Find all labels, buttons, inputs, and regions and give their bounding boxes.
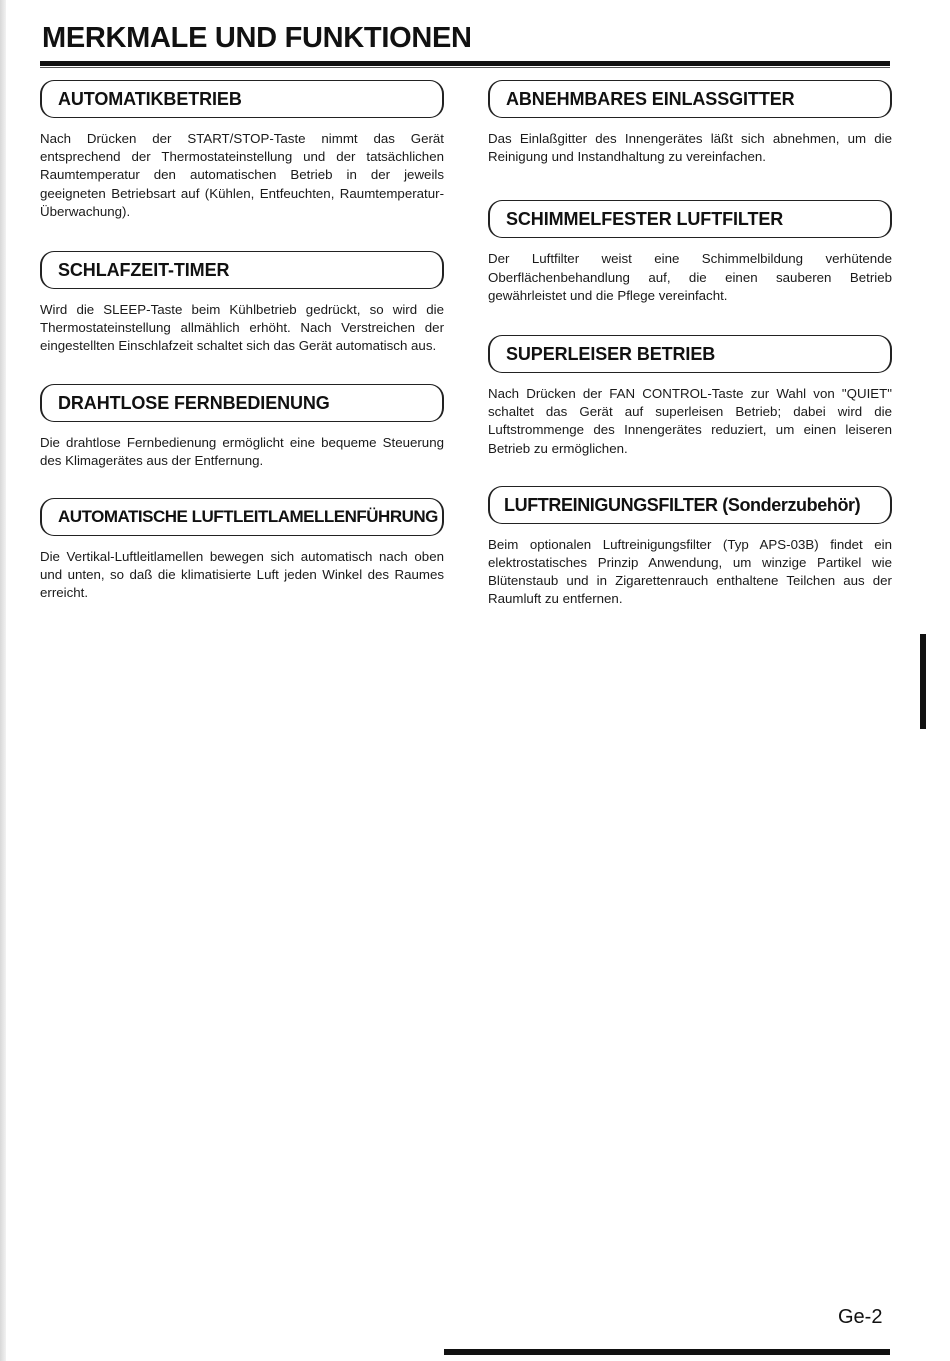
section-heading: LUFTREINIGUNGSFILTER (Sonderzubehör) xyxy=(504,494,861,515)
section-heading-box xyxy=(40,384,444,422)
section-automatikbetrieb xyxy=(40,80,444,221)
section-heading-box xyxy=(488,335,892,373)
section-schlafzeit-timer xyxy=(40,251,444,356)
section-body: Beim optionalen Luftreinigungsfilter (Typ APS-03B) findet ein elektrostatisches Prinzip Anwendung, um winzige Partikel wie Blütenstaub und in Zigarettenrauch enthaltene Teilchen aus der Raumluft zu entfernen. xyxy=(488,536,892,607)
section-heading: SCHIMMELFESTER LUFTFILTER xyxy=(506,209,784,230)
section-body: Nach Drücken der FAN CONTROL-Taste zur Wahl von "QUIET" schaltet das Gerät auf superleisen Betrieb; dabei wird die Luftstrommenge des Innengerätes reduziert, um einen leiseren Betrieb zu ermöglichen. xyxy=(488,386,892,456)
section-body: Nach Drücken der START/STOP-Taste nimmt das Gerät entsprechend der Thermostateinstellung und der tatsächlichen Raumtemperatur den automatischen Betrieb in der jeweils geeigneten Betriebsart auf (Kühlen, Entfeuchten, Raumtemperatur-Überwachung). xyxy=(40,131,444,219)
section-heading: SUPERLEISER BETRIEB xyxy=(506,344,716,365)
section-heading: AUTOMATIKBETRIEB xyxy=(58,89,242,109)
section-body: Der Luftfilter weist eine Schimmelbildung verhütende Oberflächenbehandlung auf, die einen sauberen Betrieb gewährleistet und die Pflege vereinfacht. xyxy=(488,251,892,303)
bottom-rule xyxy=(444,1349,890,1355)
page-title: MERKMALE UND FUNKTIONEN xyxy=(42,22,472,54)
section-superleiser-betrieb xyxy=(488,335,892,458)
section-luftleitlamellenfuehrung xyxy=(40,498,444,603)
section-heading: DRAHTLOSE FERNBEDIENUNG xyxy=(58,392,330,413)
section-heading-box xyxy=(488,486,892,524)
section-body: Die Vertikal-Luftleitlamellen bewegen sich automatisch nach oben und unten, so daß die klimatisierte Luft jeden Winkel des Raumes erreicht. xyxy=(40,549,444,601)
scan-edge xyxy=(0,0,6,1361)
section-heading: ABNEHMBARES EINLASSGITTER xyxy=(506,89,795,109)
section-heading: AUTOMATISCHE LUFTLEITLAMELLENFÜHRUNG xyxy=(58,507,438,527)
section-heading-box xyxy=(488,200,892,238)
section-heading: SCHLAFZEIT-TIMER xyxy=(58,260,230,281)
section-drahtlose-fernbedienung xyxy=(40,384,444,470)
section-heading-box xyxy=(40,498,444,536)
page-number: Ge-2 xyxy=(838,1306,883,1328)
section-body: Das Einlaßgitter des Innengerätes läßt sich abnehmen, um die Reinigung und Instandhaltung zu vereinfachen. xyxy=(488,131,892,165)
title-rule xyxy=(40,61,890,66)
section-body: Wird die SLEEP-Taste beim Kühlbetrieb gedrückt, so wird die Thermostateinstellung allmählich erhöht. Nach Verstreichen der eingestellten Einschlafzeit schaltet sich das Gerät automatisch aus. xyxy=(40,302,444,354)
section-heading-box xyxy=(40,80,444,118)
section-heading-box xyxy=(488,80,892,118)
right-column xyxy=(488,80,892,609)
thumb-index-marker xyxy=(920,634,926,729)
title-rule-thin xyxy=(40,67,890,68)
section-luftfilter xyxy=(488,200,892,305)
section-heading-box xyxy=(40,251,444,289)
left-column xyxy=(40,80,444,603)
section-body: Die drahtlose Fernbedienung ermöglicht eine bequeme Steuerung des Klimagerätes aus der Entfernung. xyxy=(40,434,444,468)
section-luftreinigungsfilter xyxy=(488,486,892,609)
section-einlassgitter xyxy=(488,80,892,166)
